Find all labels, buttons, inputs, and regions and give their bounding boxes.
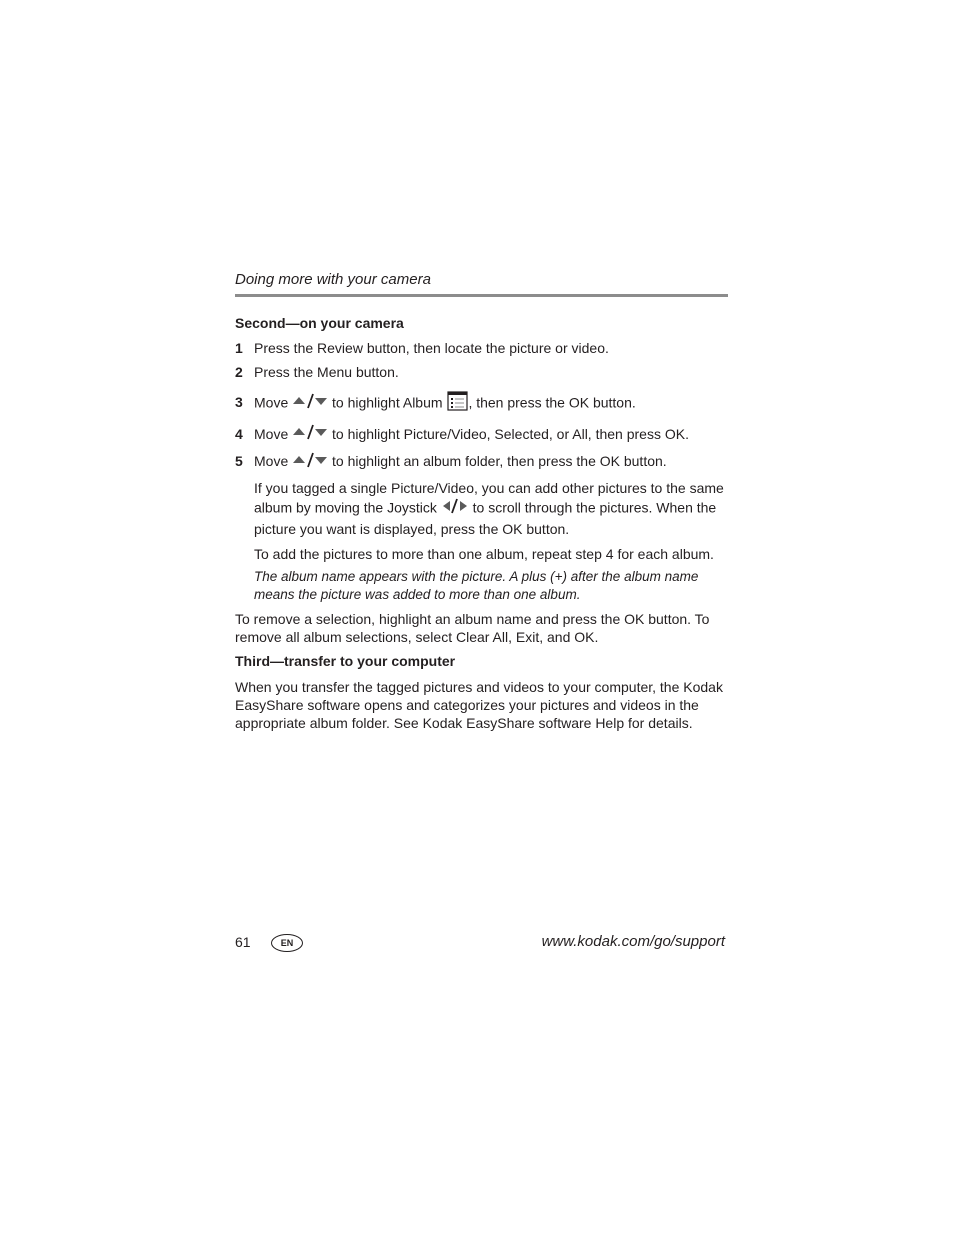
tagged-paragraph <box>235 479 728 540</box>
step-text: Press the Menu button. <box>254 364 399 380</box>
tagged-text-b: to scroll through the pictures. When the picture you want is displayed, press the OK button. <box>254 499 717 537</box>
up-down-arrow-icon <box>292 392 328 416</box>
section-heading-third: Third—transfer to your computer <box>235 653 456 670</box>
step-move-label: Move <box>254 426 289 442</box>
language-badge: EN <box>271 934 303 952</box>
support-url[interactable]: www.kodak.com/go/support <box>541 933 725 950</box>
more-albums-paragraph: To add the pictures to more than one album, repeat step 4 for each album. <box>254 546 714 563</box>
step-text: , then press the OK button. <box>468 394 636 411</box>
step-4 <box>235 423 728 447</box>
step-2 <box>235 363 728 381</box>
step-1 <box>235 339 728 357</box>
step-number: 4 <box>235 426 243 442</box>
left-right-arrow-icon <box>441 498 469 520</box>
step-5 <box>235 450 728 474</box>
header-rule <box>235 294 728 297</box>
tagged-text-a: If you tagged a single Picture/Video, you can add other pictures to the same album by moving the Joystick <box>254 479 724 516</box>
up-down-arrow-icon <box>292 423 328 447</box>
remove-selection-paragraph: To remove a selection, highlight an album name and press the OK button. To remove all album selections, select Clear All, Exit, and OK. <box>235 611 710 646</box>
step-text: Press the Review button, then locate the picture or video. <box>254 340 609 356</box>
step-3 <box>235 391 728 417</box>
step-move-label: Move <box>254 453 289 470</box>
album-icon <box>446 391 468 417</box>
step-number: 2 <box>235 364 243 380</box>
step-move-label: Move <box>254 394 289 411</box>
step-number: 5 <box>235 453 243 470</box>
transfer-paragraph: When you transfer the tagged pictures and videos to your computer, the Kodak EasyShare software opens and categorizes your pictures and videos in the appropriate album folder. See Kodak EasyShare software Help for details. <box>235 679 723 732</box>
step-number: 3 <box>235 394 243 410</box>
step-text: to highlight Album <box>332 394 443 411</box>
running-header: Doing more with your camera <box>235 271 431 288</box>
manual-page <box>235 270 728 732</box>
up-down-arrow-icon <box>292 451 328 475</box>
album-note: The album name appears with the picture. A plus (+) after the album name means the picture was added to more than one album. <box>254 569 699 603</box>
page-number: 61 <box>235 934 251 950</box>
page-footer <box>235 932 725 952</box>
step-text: to highlight Picture/Video, Selected, or All, then press OK. <box>332 426 689 442</box>
step-number: 1 <box>235 340 243 356</box>
section-heading-second: Second—on your camera <box>235 315 404 331</box>
step-text: to highlight an album folder, then press the OK button. <box>332 453 667 470</box>
